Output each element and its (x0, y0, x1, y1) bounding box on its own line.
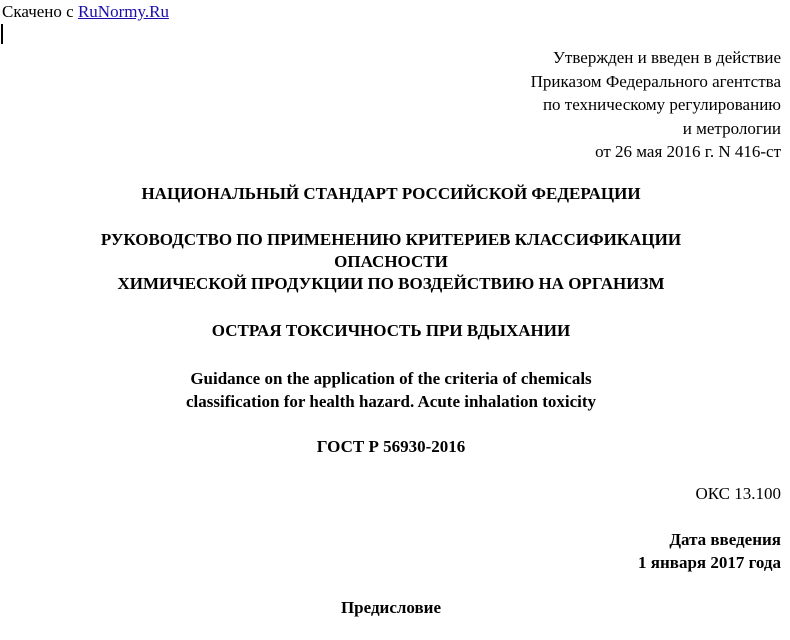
download-source-prefix: Скачено с (2, 2, 78, 21)
download-source-line (2, 2, 169, 22)
english-title-line: Guidance on the application of the criteria of chemicals (190, 369, 592, 388)
toxicity-title: ОСТРАЯ ТОКСИЧНОСТЬ ПРИ ВДЫХАНИИ (211, 321, 571, 340)
guide-title-line: РУКОВОДСТВО ПО ПРИМЕНЕНИЮ КРИТЕРИЕВ КЛАССИФИКАЦИИ (100, 230, 682, 249)
introduction-date-label: Дата введения (669, 530, 781, 549)
approval-line: Приказом Федерального агентства (530, 71, 781, 91)
introduction-date-value: 1 января 2017 года (638, 553, 781, 572)
guide-title-line: ОПАСНОСТИ (334, 252, 448, 271)
approval-block (531, 46, 781, 164)
runormy-link[interactable]: RuNormy.Ru (77, 2, 169, 21)
foreword-heading: Предисловие (340, 598, 442, 617)
approval-line: от 26 мая 2016 г. N 416-ст (595, 142, 781, 161)
national-standard-title: НАЦИОНАЛЬНЫЙ СТАНДАРТ РОССИЙСКОЙ ФЕДЕРАЦИИ (141, 184, 641, 203)
approval-line: по техническому регулированию (542, 95, 781, 114)
english-title-line: classification for health hazard. Acute inhalation toxicity (185, 392, 597, 411)
gost-number: ГОСТ Р 56930-2016 (316, 437, 466, 456)
oks-code: ОКС 13.100 (695, 484, 781, 503)
introduction-date (638, 528, 781, 574)
guide-title-line: ХИМИЧЕСКОЙ ПРОДУКЦИИ ПО ВОЗДЕЙСТВИЮ НА ОРГАНИЗМ (117, 274, 665, 293)
approval-line: и метрологии (682, 118, 781, 138)
english-title (0, 367, 782, 413)
guide-title (0, 229, 782, 295)
text-cursor (1, 24, 3, 44)
approval-line: Утвержден и введен в действие (552, 48, 781, 67)
